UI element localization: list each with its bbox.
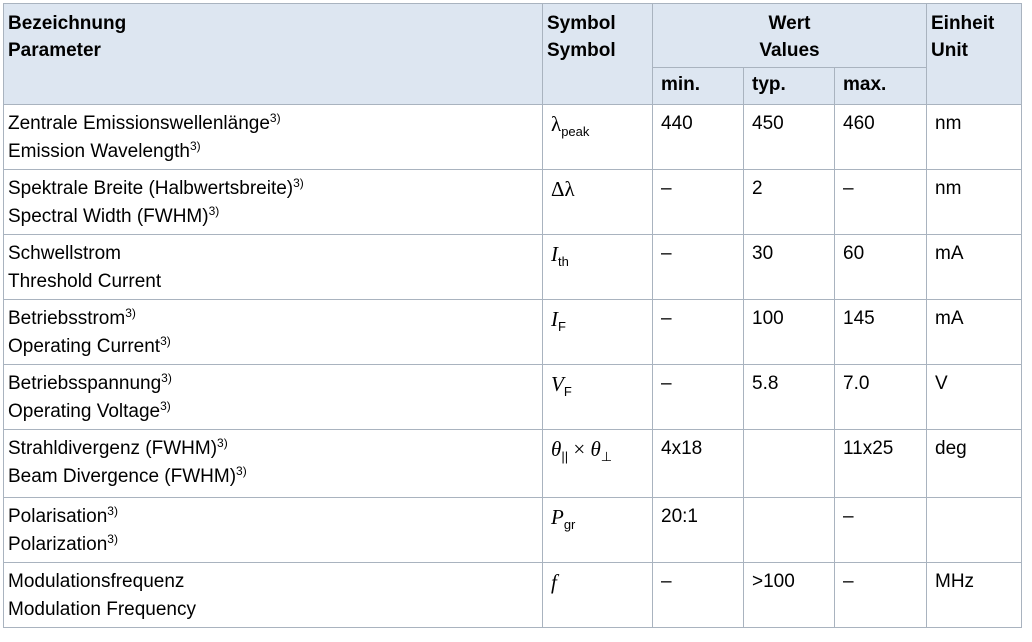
symbol-main-2: θ: [590, 437, 601, 461]
header-unit-de: Einheit: [931, 13, 995, 34]
header-unit-en: Unit: [931, 40, 968, 61]
unit-cell: deg: [927, 430, 1022, 498]
param-en: Operating Voltage: [8, 401, 161, 422]
symbol-sub-2: ⊥: [600, 449, 613, 464]
symbol-main: λ: [551, 112, 562, 136]
symbol-cell: [543, 235, 653, 300]
symbol-cell: [543, 430, 653, 498]
param-cell: [4, 563, 543, 628]
param-de: Schwellstrom: [8, 243, 121, 264]
max-cell: 11x25: [835, 430, 927, 498]
unit-cell: [927, 498, 1022, 563]
min-cell: 4x18: [653, 430, 744, 498]
footnote-mark: 3): [161, 371, 172, 385]
param-cell: [4, 300, 543, 365]
typ-cell: 30: [744, 235, 835, 300]
param-en: Emission Wavelength: [8, 141, 190, 162]
max-cell: 145: [835, 300, 927, 365]
footnote-mark: 3): [208, 204, 220, 218]
max-cell: 7.0: [835, 365, 927, 430]
unit-cell: mA: [927, 300, 1022, 365]
param-cell: [4, 365, 543, 430]
table-row: [4, 498, 1022, 563]
min-cell: –: [653, 563, 744, 628]
param-de: Polarisation: [8, 506, 108, 527]
header-symbol-de: Symbol: [547, 13, 616, 34]
table-row: [4, 105, 1022, 170]
header-min: min.: [653, 68, 744, 105]
unit-cell: nm: [927, 170, 1022, 235]
max-cell: 460: [835, 105, 927, 170]
unit-cell: V: [927, 365, 1022, 430]
header-typ: typ.: [744, 68, 835, 105]
symbol-main: f: [551, 570, 557, 594]
typ-cell: >100: [744, 563, 835, 628]
max-cell: –: [835, 498, 927, 563]
symbol-cell: [543, 300, 653, 365]
header-parameter-en: Parameter: [8, 40, 101, 61]
symbol-main: θ: [551, 437, 562, 461]
footnote-mark: 3): [107, 532, 118, 546]
max-cell: 60: [835, 235, 927, 300]
symbol-main: Δλ: [551, 177, 575, 201]
parameter-table: [3, 3, 1022, 628]
header-max: max.: [835, 68, 927, 105]
unit-cell: mA: [927, 235, 1022, 300]
symbol-sub: th: [558, 254, 569, 269]
symbol-cell: [543, 365, 653, 430]
param-de: Betriebsspannung: [8, 373, 162, 394]
table-row: [4, 563, 1022, 628]
footnote-mark: 3): [160, 399, 171, 413]
min-cell: –: [653, 300, 744, 365]
symbol-sub: F: [558, 319, 566, 334]
header-parameter-de: Bezeichnung: [8, 13, 127, 34]
param-en: Modulation Frequency: [8, 599, 196, 620]
min-cell: –: [653, 170, 744, 235]
max-cell: –: [835, 563, 927, 628]
param-de: Betriebsstrom: [8, 308, 126, 329]
unit-cell: nm: [927, 105, 1022, 170]
footnote-mark: 3): [269, 111, 281, 125]
param-en: Polarization: [8, 534, 108, 555]
table-row: [4, 235, 1022, 300]
param-en: Beam Divergence (FWHM): [8, 466, 237, 487]
symbol-cell: [543, 498, 653, 563]
footnote-mark: 3): [160, 334, 171, 348]
header-value-en: Values: [759, 40, 820, 61]
table-row: [4, 365, 1022, 430]
symbol-times: ×: [573, 437, 586, 461]
param-cell: [4, 235, 543, 300]
header-symbol: [543, 4, 653, 105]
footnote-mark: 3): [236, 464, 247, 478]
unit-cell: MHz: [927, 563, 1022, 628]
param-en: Operating Current: [8, 336, 161, 357]
param-cell: [4, 430, 543, 498]
table-row: [4, 300, 1022, 365]
symbol-sub: F: [563, 384, 572, 399]
typ-cell: 450: [744, 105, 835, 170]
table-row: [4, 430, 1022, 498]
table-row: [4, 170, 1022, 235]
symbol-sub: gr: [563, 517, 576, 532]
symbol-main: I: [551, 242, 558, 266]
symbol-main: V: [551, 372, 564, 396]
param-de: Zentrale Emissionswellenlänge: [8, 113, 270, 134]
param-de: Modulationsfrequenz: [8, 571, 185, 592]
header-parameter: [4, 4, 543, 105]
footnote-mark: 3): [107, 504, 118, 518]
footnote-mark: 3): [293, 176, 304, 190]
header-unit: [927, 4, 1022, 105]
param-en: Spectral Width (FWHM): [8, 206, 209, 227]
param-de: Strahldivergenz (FWHM): [8, 438, 218, 459]
param-cell: [4, 498, 543, 563]
footnote-mark: 3): [217, 436, 228, 450]
param-cell: [4, 105, 543, 170]
min-cell: 440: [653, 105, 744, 170]
footnote-mark: 3): [189, 139, 201, 153]
min-cell: 20:1: [653, 498, 744, 563]
typ-cell: [744, 430, 835, 498]
typ-cell: 100: [744, 300, 835, 365]
param-en: Threshold Current: [8, 271, 162, 292]
header-value-de: Wert: [768, 13, 811, 34]
footnote-mark: 3): [125, 306, 136, 320]
param-cell: [4, 170, 543, 235]
min-cell: –: [653, 235, 744, 300]
param-de: Spektrale Breite (Halbwertsbreite): [8, 178, 294, 199]
symbol-cell: [543, 105, 653, 170]
symbol-sub: peak: [561, 124, 590, 139]
symbol-sub: ||: [561, 449, 569, 464]
min-cell: –: [653, 365, 744, 430]
typ-cell: [744, 498, 835, 563]
header-values: [653, 4, 927, 68]
header-symbol-en: Symbol: [547, 40, 616, 61]
typ-cell: 2: [744, 170, 835, 235]
symbol-main: P: [551, 505, 564, 529]
symbol-main: I: [551, 307, 558, 331]
symbol-cell: [543, 563, 653, 628]
typ-cell: 5.8: [744, 365, 835, 430]
symbol-cell: [543, 170, 653, 235]
max-cell: –: [835, 170, 927, 235]
